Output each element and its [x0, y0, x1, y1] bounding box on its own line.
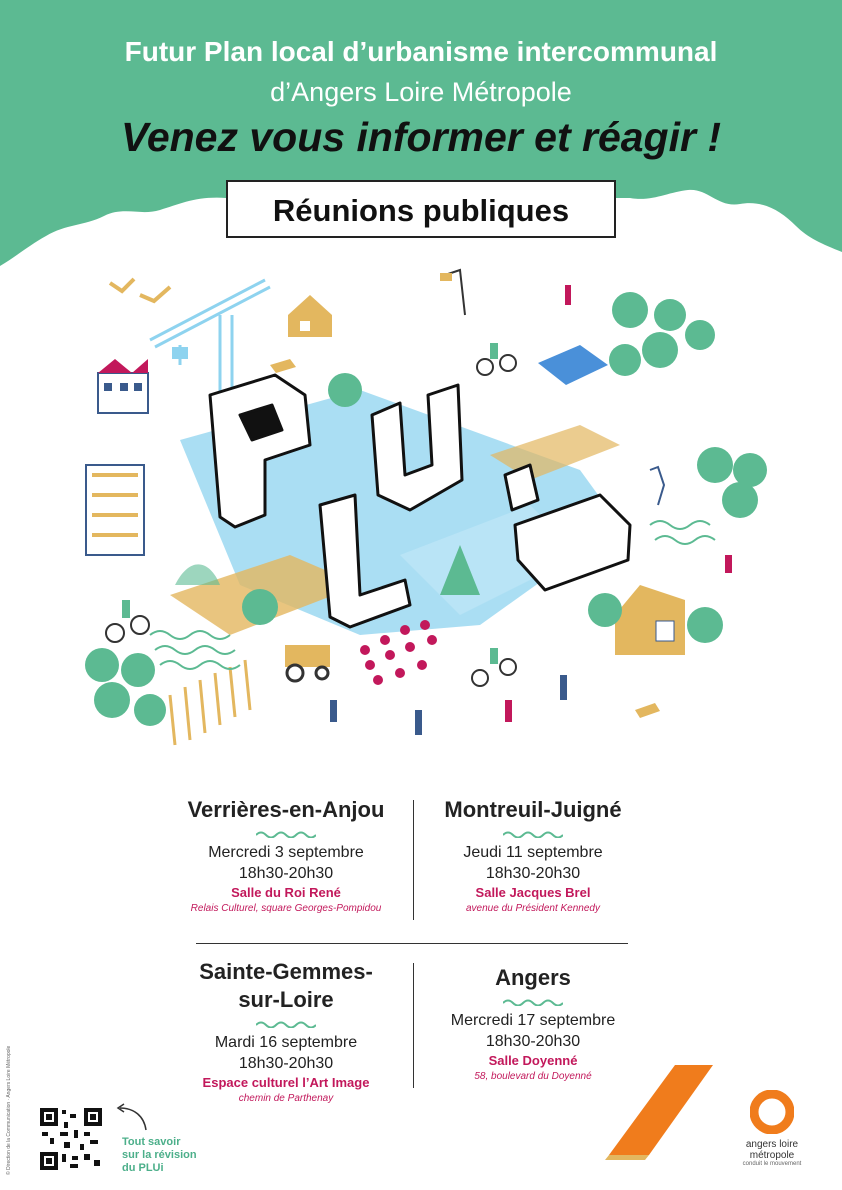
meeting-time: 18h30-20h30: [485, 865, 581, 882]
meeting-venue: Salle Jacques Brel: [475, 885, 591, 900]
curved-arrow-icon: [114, 1102, 150, 1132]
qr-caption: [122, 1136, 197, 1175]
grid-horizontal-divider: [196, 943, 628, 944]
meeting-date: Mercredi 3 septembre: [208, 844, 364, 861]
meeting-town-line1: Sainte-Gemmes-: [199, 959, 373, 984]
meeting-address: chemin de Parthenay: [238, 1093, 334, 1104]
qr-caption-line2: sur la révision: [122, 1149, 197, 1161]
logo-line1: angers loire: [745, 1139, 799, 1150]
meeting-verrieres: [166, 796, 406, 916]
qr-code[interactable]: [40, 1108, 102, 1170]
plan-title: Futur Plan local d’urbanisme intercommunal: [124, 36, 718, 67]
logo-line2: métropole: [749, 1150, 795, 1161]
meeting-town-line2: sur-Loire: [238, 987, 334, 1012]
meeting-time: 18h30-20h30: [238, 1055, 334, 1072]
qr-caption-line3: du PLUi: [122, 1162, 164, 1174]
logo-ring-icon: [750, 1090, 794, 1134]
plui-illustration: [60, 255, 790, 785]
meeting-address: 58, boulevard du Doyenné: [474, 1071, 592, 1082]
meeting-venue: Salle du Roi René: [231, 885, 341, 900]
meeting-address: avenue du Président Kennedy: [466, 903, 600, 914]
meeting-town: Montreuil-Juigné: [444, 797, 622, 822]
plan-subtitle: d’Angers Loire Métropole: [270, 77, 572, 107]
meeting-address: Relais Culturel, square Georges-Pompidou: [190, 903, 382, 914]
meeting-town: Angers: [495, 965, 571, 990]
meeting-montreuil: [418, 796, 648, 916]
meeting-sainte-gemmes: [166, 958, 406, 1106]
reunions-publiques-box: Réunions publiques: [226, 180, 616, 238]
wave-divider-icon: [256, 1020, 316, 1028]
angers-loire-metropole-logo: [732, 1090, 812, 1167]
qr-caption-line1: Tout savoir: [122, 1136, 181, 1148]
side-credit: © Direction de la Communication · Angers Loire Métropole: [6, 1045, 12, 1175]
grid-vertical-divider: [413, 800, 414, 920]
meeting-venue: Espace culturel l’Art Image: [202, 1075, 370, 1090]
wave-divider-icon: [503, 830, 563, 838]
wave-divider-icon: [503, 998, 563, 1006]
meeting-date: Jeudi 11 septembre: [463, 844, 603, 861]
meeting-venue: Salle Doyenné: [488, 1053, 578, 1068]
logo-subline: conduit le mouvement: [742, 1161, 802, 1167]
grid-vertical-divider-lower: [413, 963, 414, 1088]
meeting-time: 18h30-20h30: [485, 1033, 581, 1050]
wave-divider-icon: [256, 830, 316, 838]
meeting-date: Mercredi 17 septembre: [450, 1012, 616, 1029]
meeting-date: Mardi 16 septembre: [214, 1034, 358, 1051]
meeting-town: Verrières-en-Anjou: [187, 797, 385, 822]
orange-stripe-decoration: [605, 1065, 725, 1160]
meeting-time: 18h30-20h30: [238, 865, 334, 882]
tagline: Venez vous informer et réagir !: [121, 114, 721, 160]
